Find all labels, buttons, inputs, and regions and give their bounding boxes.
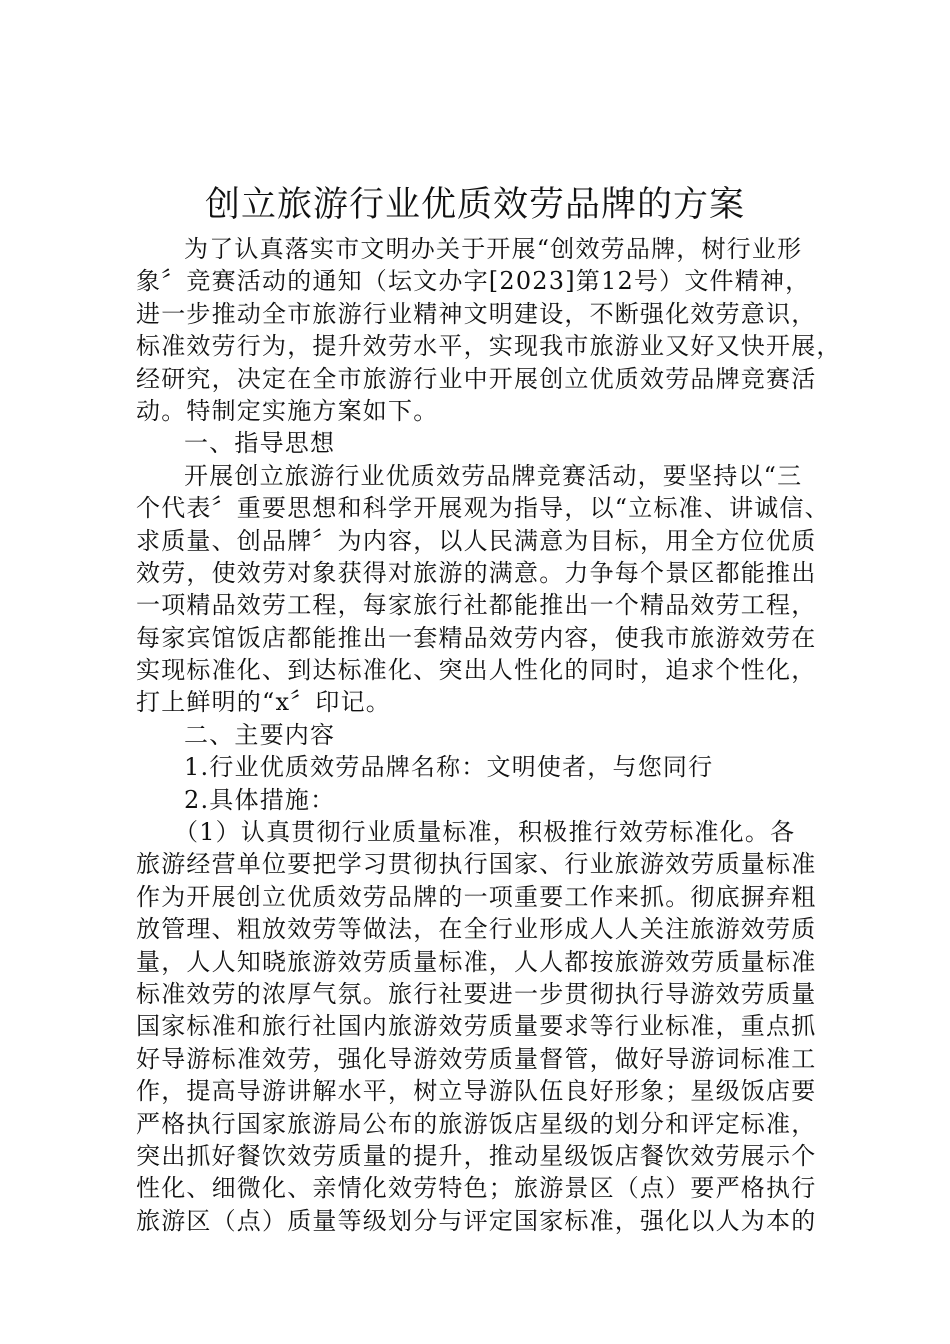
paragraph-line: 进一步推动全市旅游行业精神文明建设，不断强化效劳意识，: [136, 299, 817, 328]
paragraph-line: 作为开展创立优质效劳品牌的一项重要工作来抓。彻底摒弃粗: [136, 882, 817, 911]
paragraph-line: 开展创立旅游行业优质效劳品牌竞赛活动，要坚持以“三: [184, 461, 803, 490]
document-title: 创立旅游行业优质效劳品牌的方案: [204, 185, 745, 225]
paragraph-line: 象〞竞赛活动的通知（坛文办字[2023]第12号）文件精神，: [136, 267, 811, 296]
document-body: [136, 233, 856, 1237]
paragraph-line: 严格执行国家旅游局公布的旅游饭店星级的划分和评定标准，: [136, 1109, 817, 1138]
section-heading: 二、主要内容: [184, 720, 336, 749]
paragraph-line: 实现标准化、到达标准化、突出人性化的同时，追求个性化，: [136, 656, 817, 685]
list-item: 2.具体措施：: [184, 785, 336, 814]
section-heading: 一、指导思想: [184, 429, 336, 458]
paragraph-line: 旅游经营单位要把学习贯彻执行国家、行业旅游效劳质量标准: [136, 850, 817, 879]
paragraph-line: 个代表〞重要思想和科学开展观为指导，以“立标准、讲诚信、: [136, 494, 830, 523]
paragraph-line: 量，人人知晓旅游效劳质量标准，人人都按旅游效劳质量标准: [136, 947, 817, 976]
paragraph-line: 打上鲜明的“x〞印记。: [136, 688, 392, 717]
paragraph-line: 国家标准和旅行社国内旅游效劳质量要求等行业标准，重点抓: [136, 1012, 817, 1041]
paragraph-line: 标准效劳的浓厚气氛。旅行社要进一步贯彻执行导游效劳质量: [136, 979, 817, 1008]
paragraph-line: 作，提高导游讲解水平，树立导游队伍良好形象；星级饭店要: [136, 1077, 817, 1106]
paragraph-line: 性化、细微化、亲情化效劳特色；旅游景区（点）要严格执行: [136, 1174, 817, 1203]
paragraph-line: 经研究，决定在全市旅游行业中开展创立优质效劳品牌竞赛活: [136, 364, 817, 393]
list-item: 1.行业优质效劳品牌名称：文明使者，与您同行: [184, 753, 714, 782]
paragraph-line: 为了认真落实市文明办关于开展“创效劳品牌，树行业形: [184, 235, 803, 263]
paragraph-line: 旅游区（点）质量等级划分与评定国家标准，强化以人为本的: [136, 1206, 817, 1235]
paragraph-line: 放管理、粗放效劳等做法，在全行业形成人人关注旅游效劳质: [136, 915, 817, 944]
paragraph-line: 标准效劳行为，提升效劳水平，实现我市旅游业又好又快开展，: [136, 332, 842, 361]
paragraph-line: 动。特制定实施方案如下。: [136, 396, 439, 425]
paragraph-line: 每家宾馆饭店都能推出一套精品效劳内容，使我市旅游效劳在: [136, 623, 817, 652]
paragraph-line: 一项精品效劳工程，每家旅行社都能推出一个精品效劳工程，: [136, 591, 817, 620]
paragraph-line: 效劳，使效劳对象获得对旅游的满意。力争每个景区都能推出: [136, 558, 817, 587]
paragraph-line: 求质量、创品牌〞为内容，以人民满意为目标，用全方位优质: [136, 526, 817, 555]
paragraph-line: 突出抓好餐饮效劳质量的提升，推动星级饭店餐饮效劳展示个: [136, 1141, 817, 1170]
paragraph-line: （1）认真贯彻行业质量标准，积极推行效劳标准化。各: [174, 818, 796, 847]
paragraph-line: 好导游标准效劳，强化导游效劳质量督管，做好导游词标准工: [136, 1044, 817, 1073]
